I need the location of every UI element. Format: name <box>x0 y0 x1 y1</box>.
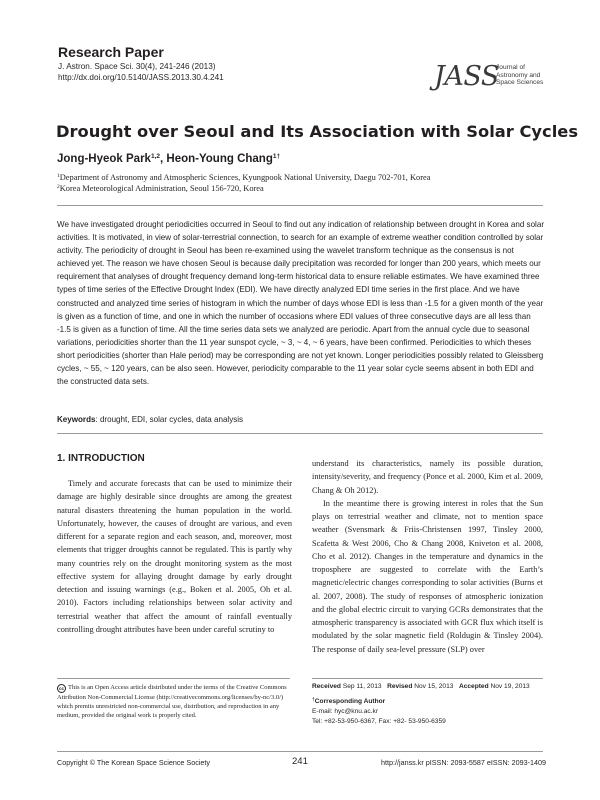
author-affiliation-mark: 1† <box>272 153 281 160</box>
body-paragraph: understand its characteristics, namely its possible duration, intensity/severity, and frequency (Ponce et al. 2000, Kim et al. 2009, Chang & Oh 2012). <box>312 459 543 495</box>
author-list <box>57 153 280 165</box>
article-dates <box>312 683 530 690</box>
body-paragraph: Timely and accurate forecasts that can be used to minimize their damage are highly desirable since droughts are among the greatest natural disasters threatening the human population in the world. Unfortunately, however, the causes of drought are various, and even different for a separate region and each season, and, moreover, most elements that trigger droughts cannot be regulated. This is partly why many countries rely on the drought monitoring system as the most effective system for allaying drought damage by early drought detection and issuing warnings (e.g., Boken et al. 2005, Oh et al. 2010). Factors including relationships between solar activity and terrestrial weather that affect the amount of rainfall eventually controlling drought attributes have been under careful scrutiny to <box>57 479 292 634</box>
accepted-label: Accepted <box>458 683 489 690</box>
article-type-label: Research Paper <box>58 44 164 60</box>
divider <box>312 678 543 679</box>
divider <box>57 751 543 752</box>
revised-date: Nov 15, 2013 <box>414 683 454 690</box>
affiliation <box>57 182 264 194</box>
author-affiliation-mark: 1,2 <box>150 153 160 160</box>
divider <box>57 678 290 679</box>
abstract: We have investigated drought periodicities occurred in Seoul to find out any indication of relationship between drought in Korea and solar activities. It is motivated, in view of solar-terrestrial connection, to search for an example of extreme weather condition controlled by solar activity. The periodicity of drought in Seoul has been re-examined using the wavelet transform technique as the consensus is not achieved yet. The reason we have chosen Seoul is because daily precipitation was recorded for longer than 200 years, which meets our requirement that analyses of drought frequency demand long-term historical data to ensure reliable estimates. We have examined three types of time series of the Effective Drought Index (EDI). We have directly analyzed EDI time series in the first place. And we have constructed and analyzed time series of histogram in which the number of days whose EDI is less than -1.5 for a given month of the year is given as a function of time, and one in which the number of occasions where EDI values of three consecutive days are all less than -1.5 is given as a function of time. All the time series data sets we analyzed are periodic. Apart from the annual cycle due to seasonal variations, periodicities shorter than the 11 year sunspot cycle, ~ 3, ~ 4, ~ 6 years, have been confirmed. Periodicities to which theses short periodicities (shorter than Hale period) may be corresponding are not yet known. Longer periodicities possibly related to Gleissberg cycles, ~ 55, ~ 120 years, can be also seen. However, periodicity comparable to the 11 year solar cycle seems absent in both EDI and the constructed data sets. <box>57 220 544 387</box>
author-email[interactable]: E-mail: hyc@knu.ac.kr <box>312 708 379 715</box>
footer-issn[interactable]: http://janss.kr pISSN: 2093-5587 eISSN: 2093-1409 <box>381 758 547 767</box>
body-column-right <box>312 457 543 656</box>
article-header <box>58 44 224 83</box>
corresponding-label: Corresponding Author <box>314 698 386 705</box>
license-text: This is an Open Access article distributed under the terms of the Creative Commons Attribution Non-Commercial License (http://creativecommons.org/licenses/by-nc/3.0/) which premits unrestricted non-commercial use, distribution, and reproduction in any medium, provided the original work is properly cited. <box>57 684 287 719</box>
corresponding-mark: † <box>312 697 315 703</box>
journal-reference: J. Astron. Space Sci. 30(4), 241-246 (2013) <box>58 62 216 71</box>
article-title: Drought over Seoul and Its Association with Solar Cycles <box>56 122 579 141</box>
affiliation-text: Department of Astronomy and Atmospheric Sciences, Kyungpook National University, Daegu 702-701, Korea <box>59 173 431 182</box>
affiliation-mark: 1 <box>57 173 60 179</box>
received-date: Sep 11, 2013 <box>342 683 382 690</box>
footer-copyright: Copyright © The Korean Space Science Society <box>57 758 210 767</box>
license-notice <box>57 683 293 720</box>
journal-logo-mark: JASS <box>434 61 499 92</box>
journal-logo-subtitle: Journal of Astronomy and Space Sciences <box>496 64 544 87</box>
author-separator: , <box>160 153 167 165</box>
accepted-date: Nov 19, 2013 <box>490 683 530 690</box>
affiliation-text: Korea Meteorological Administration, Seoul 156-720, Korea <box>59 184 264 193</box>
body-paragraph: In the meantime there is growing interest in roles that the Sun plays on terrestrial weather and climate, not to mention space weather (Svensmark & Friis-Christensen 1997, Tinsley 2000, Scafetta & West 2006, Cho & Chang 2008, Kniveton et al. 2008, Cho et al. 2012). Changes in the temperature and dynamics in the troposphere are suggested to correlate with the Earth’s magnetic/electric changes corresponding to solar activities (Burns et al. 2007, 2008). The study of responses of atmospheric ionization and the global electric circuit to varying GCRs demonstrates that the atmospheric transparency is associated with GCR flux which itself is modulated by the solar magnetic field (Roldugin & Tinsley 2004). The response of daily sea-level pressure (SLP) over <box>312 498 543 654</box>
revised-label: Revised <box>387 683 413 690</box>
affiliation-mark: 2 <box>57 184 60 190</box>
author-name: Jong-Hyeok Park <box>57 153 151 165</box>
received-label: Received <box>312 683 341 690</box>
keywords-text: : drought, EDI, solar cycles, data analysis <box>95 415 244 424</box>
creative-commons-icon: cc <box>58 686 65 691</box>
page-number: 241 <box>292 756 308 767</box>
keywords <box>57 415 243 424</box>
journal-logo <box>434 62 554 94</box>
divider <box>57 205 543 206</box>
author-phone: Tel: +82-53-950-6367, Fax: +82- 53-950-6359 <box>312 718 446 725</box>
corresponding-author <box>312 695 446 727</box>
section-heading: 1. INTRODUCTION <box>57 453 145 464</box>
author-name: Heon-Young Chang <box>166 153 273 165</box>
keywords-label: Keywords <box>57 415 96 424</box>
doi-link[interactable]: http://dx.doi.org/10.5140/JASS.2013.30.4.241 <box>58 73 224 82</box>
divider <box>57 433 543 434</box>
